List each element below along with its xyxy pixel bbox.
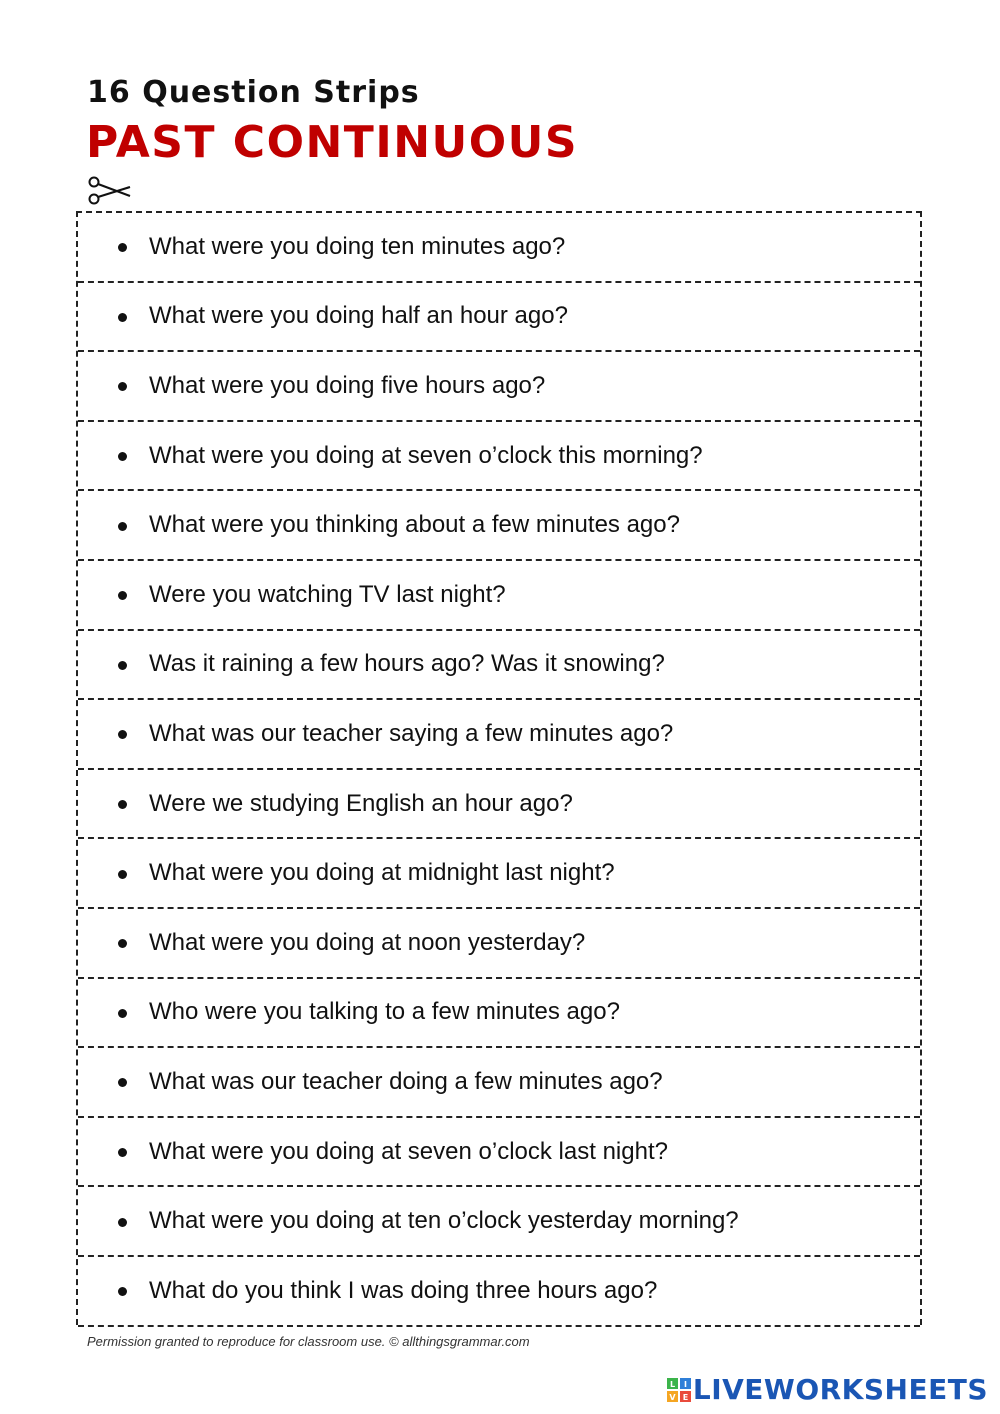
question-text: What were you doing at ten o’clock yesterday morning? — [149, 1207, 739, 1235]
bullet-dot-icon — [118, 800, 127, 809]
question-text: Was it raining a few hours ago? Was it snowing? — [149, 650, 665, 678]
bullet-dot-icon — [118, 452, 127, 461]
question-text: Were you watching TV last night? — [149, 580, 506, 608]
question-strip — [78, 700, 920, 770]
question-strip — [78, 909, 920, 979]
question-text: What were you thinking about a few minutes ago? — [149, 511, 680, 539]
svg-text:I: I — [683, 1380, 687, 1389]
bullet-dot-icon — [118, 243, 127, 252]
question-strip — [78, 561, 920, 631]
bullet-dot-icon — [118, 522, 127, 531]
question-strip — [78, 213, 920, 283]
question-strip — [78, 422, 920, 492]
question-strip — [78, 1187, 920, 1257]
bullet-dot-icon — [118, 1078, 127, 1087]
bullet-dot-icon — [118, 730, 127, 739]
bullet-dot-icon — [118, 870, 127, 879]
scissors-icon — [86, 174, 132, 208]
question-text: What were you doing at noon yesterday? — [149, 928, 586, 956]
question-strip — [78, 1048, 920, 1118]
question-strip — [78, 283, 920, 353]
question-text: What were you doing at seven o’clock this morning? — [149, 441, 703, 469]
question-text: What were you doing half an hour ago? — [149, 302, 568, 330]
permission-footer: Permission granted to reproduce for classroom use. © allthingsgrammar.com — [87, 1334, 530, 1349]
worksheet-subtitle: 16 Question Strips — [87, 75, 420, 110]
question-strip — [78, 839, 920, 909]
liveworksheets-brand[interactable] — [667, 1374, 988, 1406]
bullet-dot-icon — [118, 313, 127, 322]
question-strip — [78, 770, 920, 840]
question-text: What were you doing five hours ago? — [149, 371, 546, 399]
question-text: What was our teacher doing a few minutes ago? — [149, 1067, 663, 1095]
bullet-dot-icon — [118, 1218, 127, 1227]
svg-text:L: L — [669, 1380, 675, 1389]
question-strips-list — [76, 211, 922, 1325]
question-text: Were we studying English an hour ago? — [149, 789, 573, 817]
question-text: Who were you talking to a few minutes ago? — [149, 998, 620, 1026]
bullet-dot-icon — [118, 382, 127, 391]
question-text: What do you think I was doing three hours ago? — [149, 1276, 658, 1304]
question-text: What were you doing ten minutes ago? — [149, 232, 566, 260]
question-strip — [78, 352, 920, 422]
svg-text:V: V — [669, 1393, 676, 1402]
liveworksheets-text: LIVEWORKSHEETS — [692, 1373, 988, 1406]
question-strip — [78, 491, 920, 561]
bullet-dot-icon — [118, 939, 127, 948]
question-strip — [78, 979, 920, 1049]
question-strip — [78, 631, 920, 701]
question-strip — [78, 1118, 920, 1188]
bullet-dot-icon — [118, 1287, 127, 1296]
worksheet-title: PAST CONTINUOUS — [86, 117, 579, 168]
question-text: What were you doing at midnight last night? — [149, 859, 615, 887]
liveworksheets-logo-icon — [667, 1378, 691, 1402]
bullet-dot-icon — [118, 1148, 127, 1157]
bullet-dot-icon — [118, 591, 127, 600]
bullet-dot-icon — [118, 661, 127, 670]
question-text: What were you doing at seven o’clock last night? — [149, 1137, 668, 1165]
bullet-dot-icon — [118, 1009, 127, 1018]
question-text: What was our teacher saying a few minutes ago? — [149, 719, 674, 747]
question-strip — [78, 1257, 920, 1327]
svg-text:E: E — [682, 1393, 689, 1402]
